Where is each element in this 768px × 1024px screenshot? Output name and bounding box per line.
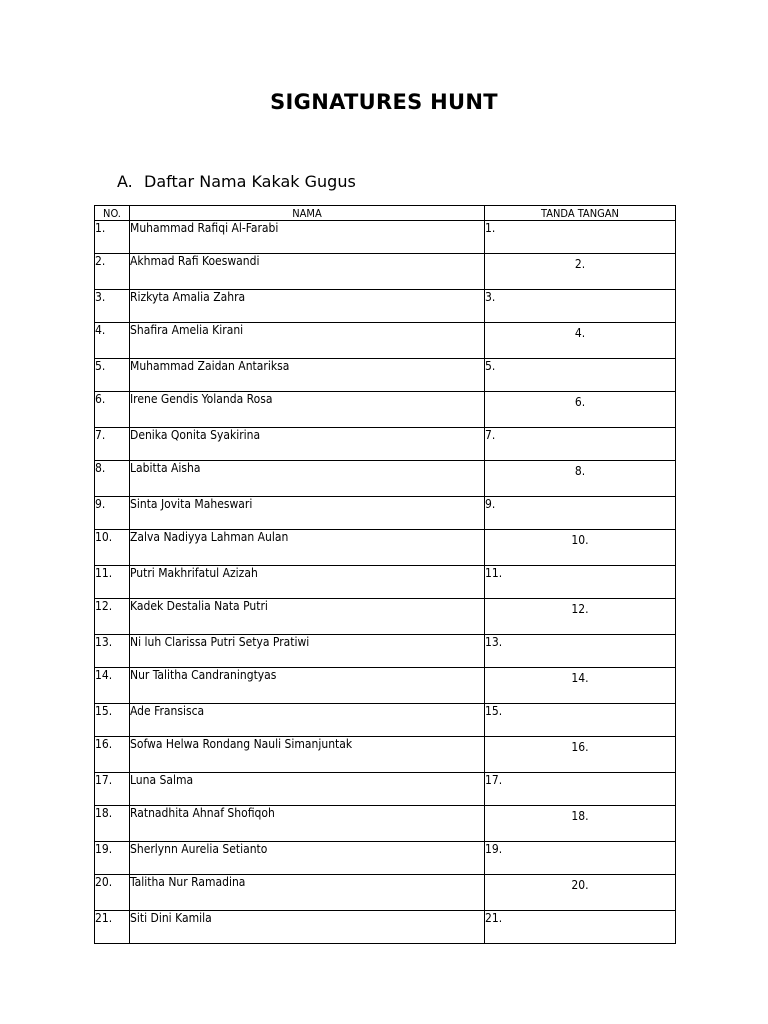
- header-no: NO.: [95, 206, 130, 221]
- row-number: 19.: [95, 842, 130, 875]
- signature-cell[interactable]: 3.: [485, 290, 676, 323]
- row-number: 16.: [95, 737, 130, 773]
- row-number: 1.: [95, 221, 130, 254]
- row-name: Ade Fransisca: [130, 704, 485, 737]
- signature-cell[interactable]: 7.: [485, 428, 676, 461]
- row-name: Sinta Jovita Maheswari: [130, 497, 485, 530]
- signature-cell[interactable]: 15.: [485, 704, 676, 737]
- signature-cell[interactable]: 21.: [485, 911, 676, 944]
- row-name: Muhammad Rafiqi Al-Farabi: [130, 221, 485, 254]
- row-name: Talitha Nur Ramadina: [130, 875, 485, 911]
- row-number: 4.: [95, 323, 130, 359]
- row-name: Labitta Aisha: [130, 461, 485, 497]
- table-row: [95, 635, 676, 668]
- table-row: [95, 875, 676, 911]
- row-number: 3.: [95, 290, 130, 323]
- row-number: 18.: [95, 806, 130, 842]
- row-number: 10.: [95, 530, 130, 566]
- row-number: 5.: [95, 359, 130, 392]
- signature-cell[interactable]: 16.: [485, 737, 676, 773]
- table-row: [95, 323, 676, 359]
- table-row: [95, 359, 676, 392]
- signature-cell[interactable]: 20.: [485, 875, 676, 911]
- row-number: 17.: [95, 773, 130, 806]
- row-name: Rizkyta Amalia Zahra: [130, 290, 485, 323]
- signature-cell[interactable]: 4.: [485, 323, 676, 359]
- table-row: [95, 599, 676, 635]
- table-row: [95, 497, 676, 530]
- page-title: SIGNATURES HUNT: [270, 90, 498, 114]
- row-name: Shafira Amelia Kirani: [130, 323, 485, 359]
- row-name: Putri Makhrifatul Azizah: [130, 566, 485, 599]
- row-number: 7.: [95, 428, 130, 461]
- row-name: Nur Talitha Candraningtyas: [130, 668, 485, 704]
- table-row: [95, 566, 676, 599]
- signature-cell[interactable]: 8.: [485, 461, 676, 497]
- row-number: 14.: [95, 668, 130, 704]
- row-name: Kadek Destalia Nata Putri: [130, 599, 485, 635]
- row-name: Ratnadhita Ahnaf Shofiqoh: [130, 806, 485, 842]
- row-name: Ni luh Clarissa Putri Setya Pratiwi: [130, 635, 485, 668]
- signature-cell[interactable]: 1.: [485, 221, 676, 254]
- table-row: [95, 704, 676, 737]
- header-name: NAMA: [130, 206, 485, 221]
- table-row: [95, 737, 676, 773]
- table-row: [95, 911, 676, 944]
- signature-cell[interactable]: 14.: [485, 668, 676, 704]
- table-row: [95, 842, 676, 875]
- section-heading: [117, 172, 356, 191]
- row-number: 13.: [95, 635, 130, 668]
- table-row: [95, 221, 676, 254]
- signature-cell[interactable]: 5.: [485, 359, 676, 392]
- row-number: 12.: [95, 599, 130, 635]
- row-name: Luna Salma: [130, 773, 485, 806]
- table-row: [95, 290, 676, 323]
- row-name: Sherlynn Aurelia Setianto: [130, 842, 485, 875]
- table-row: [95, 428, 676, 461]
- table-row: [95, 668, 676, 704]
- row-number: 11.: [95, 566, 130, 599]
- signature-cell[interactable]: 2.: [485, 254, 676, 290]
- signature-cell[interactable]: 18.: [485, 806, 676, 842]
- row-number: 9.: [95, 497, 130, 530]
- section-letter: A.: [117, 172, 133, 191]
- signature-cell[interactable]: 13.: [485, 635, 676, 668]
- table-row: [95, 530, 676, 566]
- row-name: Muhammad Zaidan Antariksa: [130, 359, 485, 392]
- row-name: Siti Dini Kamila: [130, 911, 485, 944]
- signature-cell[interactable]: 12.: [485, 599, 676, 635]
- row-number: 20.: [95, 875, 130, 911]
- row-name: Zalva Nadiyya Lahman Aulan: [130, 530, 485, 566]
- signature-cell[interactable]: 19.: [485, 842, 676, 875]
- row-name: Denika Qonita Syakirina: [130, 428, 485, 461]
- row-number: 8.: [95, 461, 130, 497]
- table-row: [95, 392, 676, 428]
- header-signature: TANDA TANGAN: [485, 206, 676, 221]
- signature-table: [94, 205, 676, 944]
- row-number: 15.: [95, 704, 130, 737]
- signature-cell[interactable]: 11.: [485, 566, 676, 599]
- section-heading-text: Daftar Nama Kakak Gugus: [144, 172, 356, 191]
- table-row: [95, 806, 676, 842]
- signature-cell[interactable]: 10.: [485, 530, 676, 566]
- table-row: [95, 254, 676, 290]
- row-name: Sofwa Helwa Rondang Nauli Simanjuntak: [130, 737, 485, 773]
- row-number: 6.: [95, 392, 130, 428]
- row-number: 21.: [95, 911, 130, 944]
- signature-cell[interactable]: 17.: [485, 773, 676, 806]
- row-name: Irene Gendis Yolanda Rosa: [130, 392, 485, 428]
- table-header-row: [95, 206, 676, 221]
- table-row: [95, 461, 676, 497]
- row-number: 2.: [95, 254, 130, 290]
- row-name: Akhmad Rafi Koeswandi: [130, 254, 485, 290]
- table-row: [95, 773, 676, 806]
- signature-cell[interactable]: 6.: [485, 392, 676, 428]
- signature-cell[interactable]: 9.: [485, 497, 676, 530]
